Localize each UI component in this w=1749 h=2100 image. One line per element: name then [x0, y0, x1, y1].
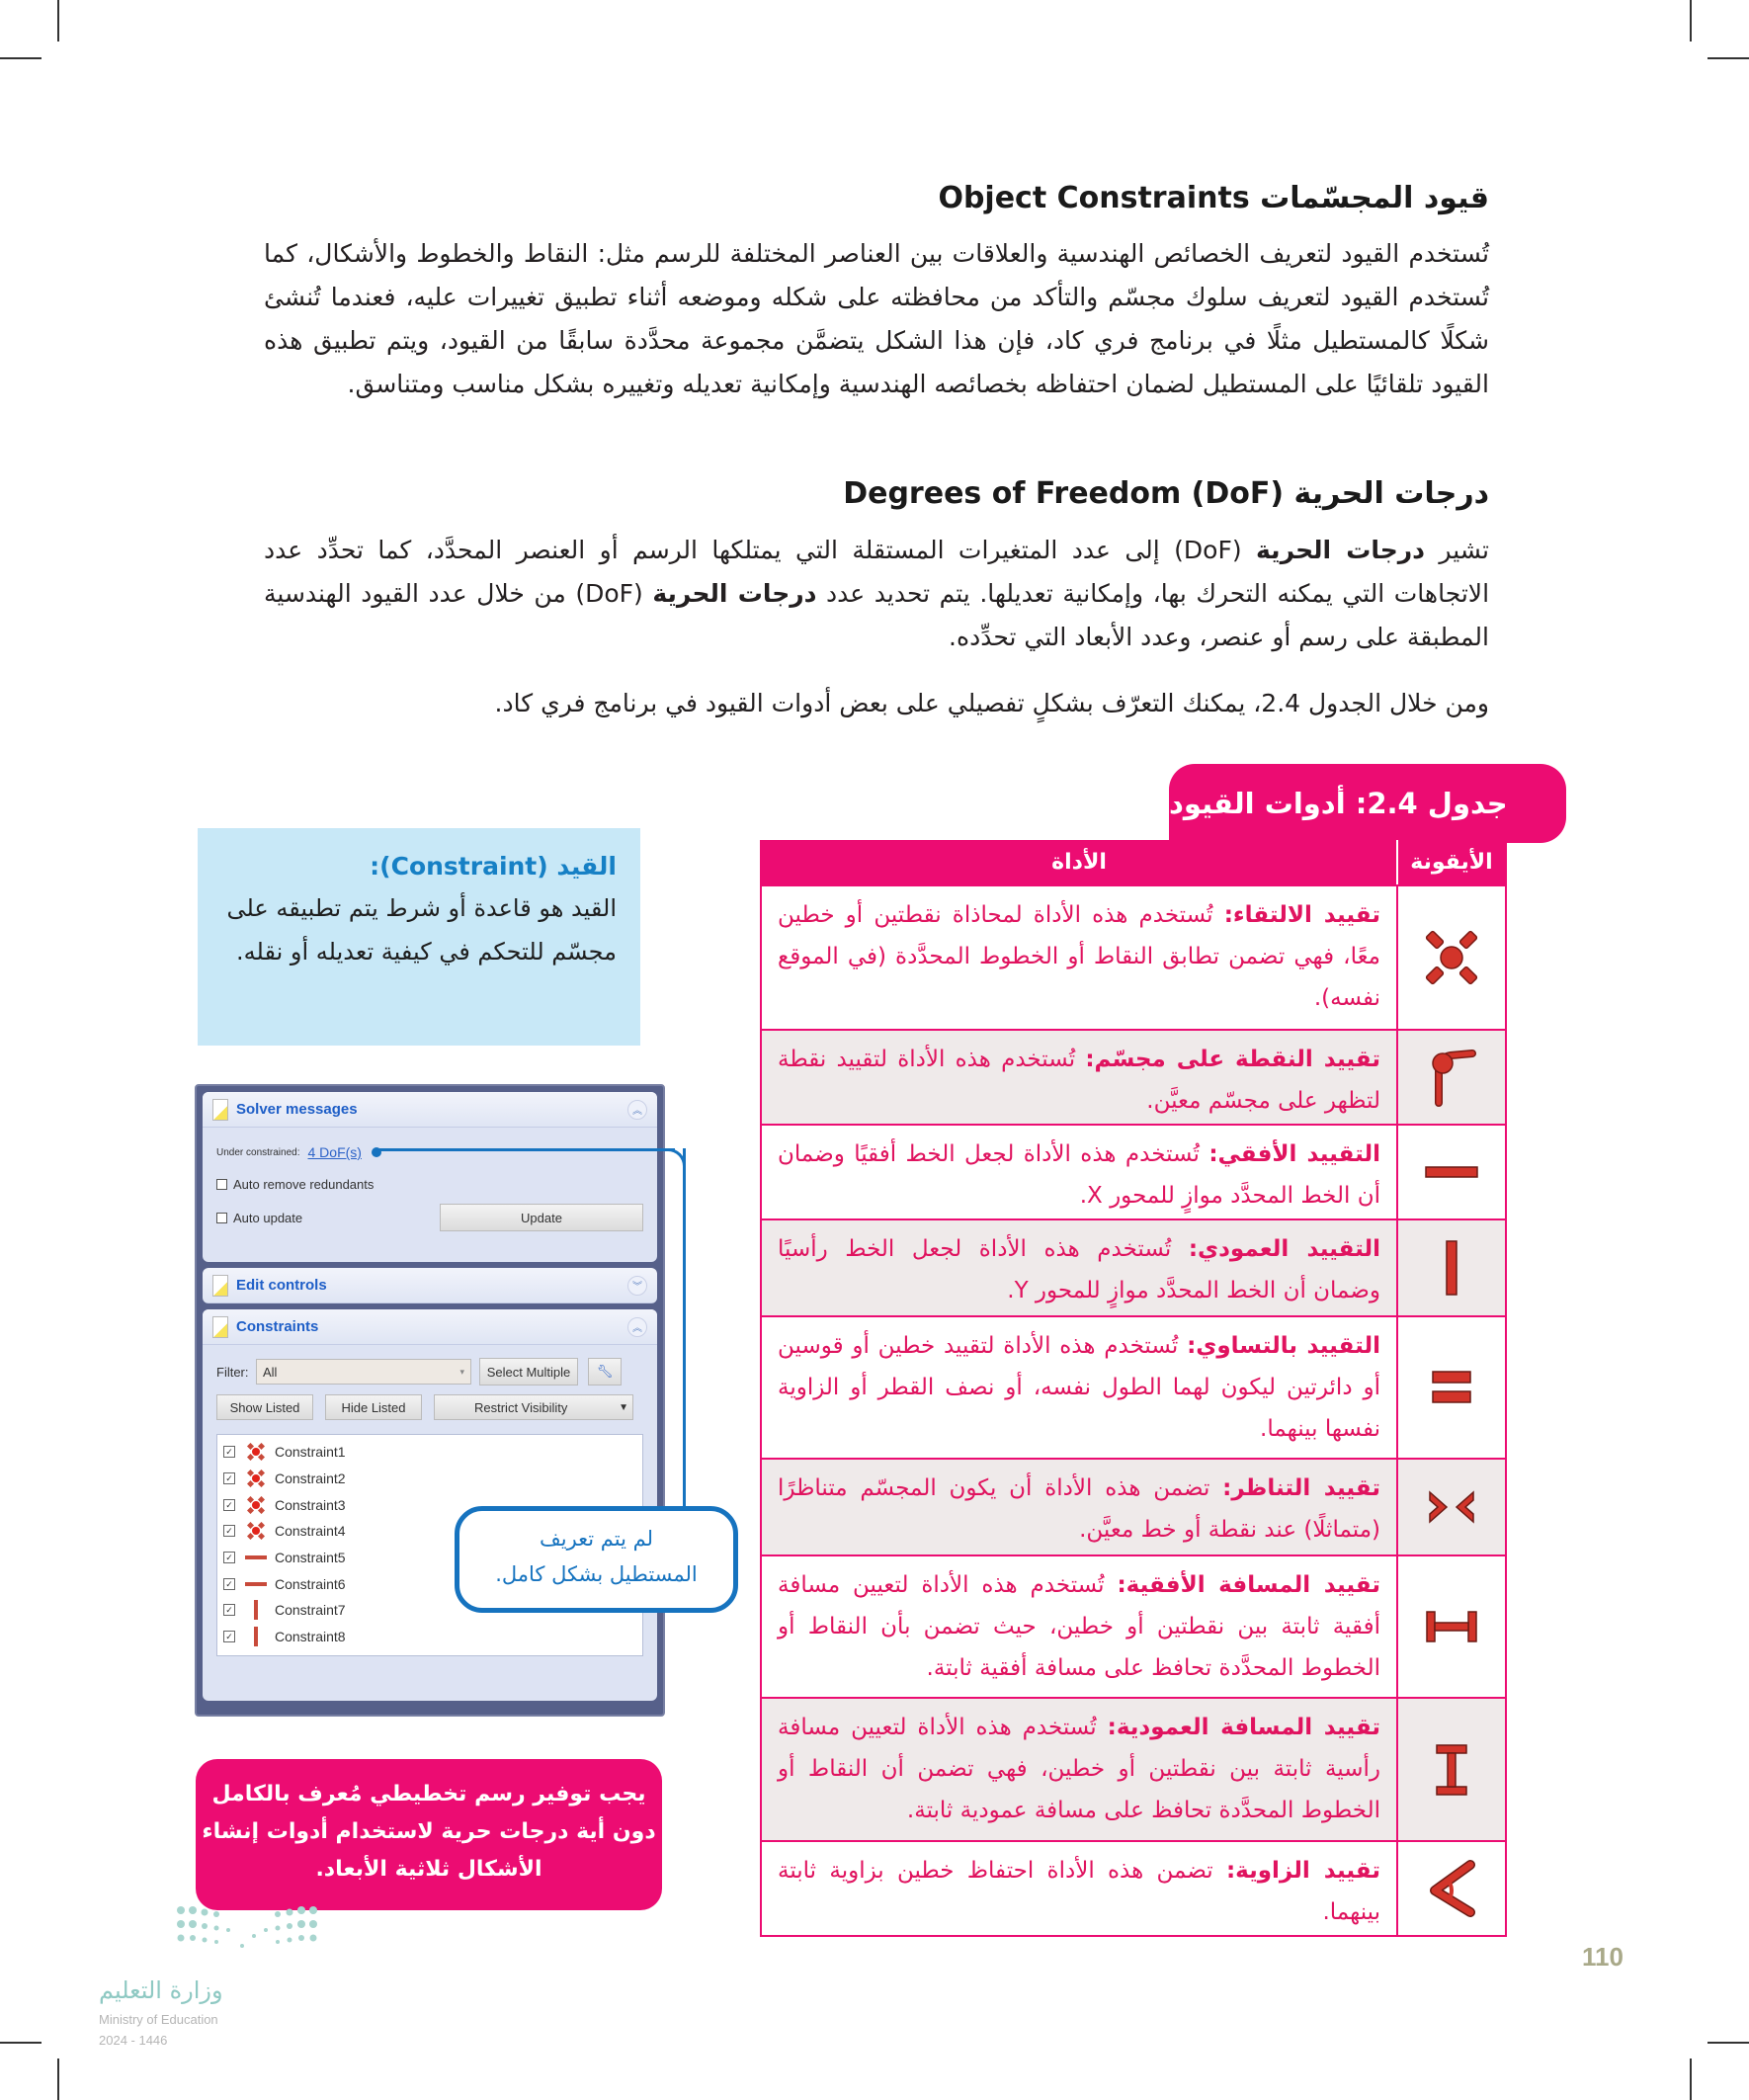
solver-messages-header[interactable]: Solver messages ︽	[203, 1092, 657, 1128]
vertical-constraint-icon	[253, 1627, 259, 1646]
table-header	[762, 840, 1505, 884]
restrict-visibility-button[interactable]: Restrict Visibility ▼	[434, 1394, 633, 1420]
table-caption: جدول 2.4: أدوات القيود	[1169, 764, 1566, 843]
tool-description: تقييد الزاوية: تضمن هذه الأداة احتفاظ خطين بزاوية ثابتة بينهما.	[778, 1858, 1380, 1925]
callout-connector-line	[683, 1148, 686, 1506]
auto-update-checkbox[interactable]	[216, 1213, 227, 1223]
dropdown-arrow-icon: ▼	[619, 1401, 628, 1413]
chevron-down-icon: ▾	[459, 1366, 464, 1377]
checkbox-checked[interactable]: ✓	[223, 1631, 235, 1642]
crop-mark	[0, 2042, 42, 2044]
tool-description: تقييد المسافة الأفقية: تُستخدم هذه الأداة لتعيين مسافة أفقية ثابتة بين نقطتين أو خطين، حيث تضمن بأن النقاط أو الخطوط المحدَّدة تحافظ على مسافة أفقية ثابتة.	[778, 1572, 1380, 1681]
list-item[interactable]: ✓ Constraint8	[223, 1624, 636, 1650]
checkbox-checked[interactable]: ✓	[223, 1472, 235, 1484]
page-number: 110	[1582, 1942, 1624, 1972]
paragraph-table-intro: ومن خلال الجدول 2.4، يمكنك التعرّف بشكلٍ تفصيلي على بعض أدوات القيود في برنامج فري كاد.	[494, 689, 1489, 717]
freecad-sketcher-panel	[195, 1084, 665, 1717]
collapse-icon[interactable]: ︽	[627, 1100, 647, 1120]
coincident-constraint-icon	[1422, 928, 1481, 987]
list-item[interactable]: ✓ Constraint3	[223, 1491, 636, 1518]
crop-mark	[1707, 2042, 1749, 2044]
table-row	[762, 1315, 1505, 1458]
ministry-name-arabic: وزارة التعليم	[99, 1976, 223, 2004]
vertical-distance-constraint-icon	[1434, 1742, 1469, 1798]
constraint-tools-table	[760, 840, 1507, 1937]
checkbox-checked[interactable]: ✓	[223, 1525, 235, 1537]
checkbox-checked[interactable]: ✓	[223, 1499, 235, 1511]
callout-bubble: لم يتم تعريف المستطيل بشكل كامل.	[455, 1506, 738, 1613]
tool-description: تقييد التناظر: تضمن هذه الأداة أن يكون المجسّم متناظرًا (متماثلًا) عند نقطة أو خط معيَّن.	[778, 1475, 1380, 1543]
filter-dropdown[interactable]: All ▾	[256, 1359, 471, 1385]
edit-controls-header[interactable]: Edit controls ︾	[203, 1268, 657, 1303]
vertical-constraint-icon	[1442, 1238, 1461, 1298]
checkbox-checked[interactable]: ✓	[223, 1578, 235, 1590]
column-header-tool: الأداة	[1051, 850, 1107, 875]
crop-mark	[1690, 0, 1692, 42]
table-row	[762, 1458, 1505, 1554]
tool-description: التقييد الأفقي: تُستخدم هذه الأداة لجعل الخط أفقيًا وضمان أن الخط المحدَّد موازٍ للمحور X.	[778, 1141, 1380, 1209]
paragraph-object-constraints: تُستخدم القيود لتعريف الخصائص الهندسية والعلاقات بين العناصر المختلفة للرسم مثل: النقاط والخطوط والأشكال، كما تُستخدم القيود لتعريف سلوك مجسّم والتأكد من محافظته على شكله وموضعه أثناء تطبيق تغييرات عليه، فعندما تُنشئ شكلًا كالمستطيل مثلًا في برنامج فري كاد، فإن هذا الشكل يتضمَّن مجموعة محدَّدة سابقًا من القيود، ويتم تطبيق هذه القيود تلقائيًا على المستطيل لضمان احتفاظه بخصائصه الهندسية وإمكانية تعديله وتغييره بشكل مناسب ومتناسق.	[264, 239, 1489, 398]
settings-wrench-button[interactable]	[588, 1358, 622, 1386]
crop-mark	[57, 0, 59, 42]
tool-description: التقييد العمودي: تُستخدم هذه الأداة لجعل الخط رأسيًا وضمان أن الخط المحدَّد موازٍ للمحور Y.	[778, 1236, 1380, 1303]
checkbox-checked[interactable]: ✓	[223, 1446, 235, 1458]
important-note: يجب توفير رسم تخطيطي مُعرف بالكامل دون أية درجات حرية لاستخدام أدوات إنشاء الأشكال ثلاثية الأبعاد.	[196, 1759, 662, 1910]
symmetric-constraint-icon	[1427, 1487, 1476, 1527]
expand-icon[interactable]: ︾	[627, 1276, 647, 1296]
panel-icon	[212, 1275, 228, 1297]
crop-mark	[57, 2058, 59, 2100]
point-on-object-constraint-icon	[1427, 1048, 1476, 1107]
angle-constraint-icon	[1427, 1859, 1476, 1918]
solver-messages-section: Solver messages ︽ Under constrained: 4 DoF(s) Auto remove redundants Auto update Update	[203, 1092, 657, 1262]
horizontal-constraint-icon	[245, 1554, 267, 1560]
crop-mark	[1690, 2058, 1692, 2100]
definition-box	[198, 828, 640, 1046]
horizontal-distance-constraint-icon	[1424, 1609, 1479, 1644]
heading-object-constraints: قيود المجسّمات Object Constraints	[938, 181, 1489, 215]
horizontal-constraint-icon	[245, 1581, 267, 1587]
auto-remove-redundants-checkbox[interactable]	[216, 1179, 227, 1190]
definition-body: القيد هو قاعدة أو شرط يتم تطبيقه على مجسّم للتحكم في كيفية تعديله أو نقله.	[226, 894, 617, 966]
list-item[interactable]: ✓ Constraint7	[223, 1597, 636, 1624]
paragraph-degrees-of-freedom: تشير درجات الحرية (DoF) إلى عدد المتغيرات المستقلة التي يمتلكها الرسم أو العنصر المحدَّد، كما تحدِّد عدد الاتجاهات التي يمكنه التحرك بها، وإمكانية تعديلها. يتم تحديد عدد درجات الحرية (DoF) من خلال عدد القيود الهندسية المطبقة على رسم أو عنصر، وعدد الأبعاد التي تحدِّده.	[264, 536, 1490, 651]
tool-description: التقييد بالتساوي: تُستخدم هذه الأداة لتقييد خطين أو قوسين أو دائرتين ليكون لهما الطول نفسه، أو نصف القطر أو الزاوية نفسها بينهما.	[778, 1333, 1380, 1442]
crop-mark	[1707, 57, 1749, 59]
heading-degrees-of-freedom: درجات الحرية Degrees of Freedom (DoF)	[843, 476, 1489, 511]
edit-controls-section	[203, 1268, 657, 1303]
table-row	[762, 1697, 1505, 1840]
list-item[interactable]: ✓ Constraint6	[223, 1570, 636, 1597]
vertical-constraint-icon	[253, 1600, 259, 1620]
tool-description: تقييد المسافة العمودية: تُستخدم هذه الأداة لتعيين مسافة رأسية ثابتة بين نقطتين أو خطين، فهي تضمن أن النقاط أو الخطوط المحدَّدة تحافظ على مسافة عمودية ثابتة.	[778, 1715, 1381, 1823]
filter-label: Filter:	[216, 1364, 249, 1380]
coincident-constraint-icon	[247, 1496, 265, 1514]
ministry-name-english: Ministry of Education	[99, 2012, 218, 2027]
list-item[interactable]: ✓ Constraint2	[223, 1466, 636, 1492]
coincident-constraint-icon	[247, 1522, 265, 1540]
ministry-logo-icon	[173, 1902, 321, 1952]
table-row	[762, 884, 1505, 1029]
collapse-icon[interactable]: ︽	[627, 1317, 647, 1337]
callout-dot	[372, 1147, 381, 1157]
update-button[interactable]: Update	[440, 1204, 643, 1231]
show-listed-button[interactable]: Show Listed	[216, 1394, 313, 1420]
checkbox-checked[interactable]: ✓	[223, 1604, 235, 1616]
equal-constraint-icon	[1430, 1368, 1473, 1407]
academic-year: 2024 - 1446	[99, 2033, 168, 2048]
table-row	[762, 1554, 1505, 1697]
coincident-constraint-icon	[247, 1470, 265, 1487]
tool-description: تقييد الالتقاء: تُستخدم هذه الأداة لمحاذاة نقطتين أو خطين معًا، فهي تضمن تطابق النقاط أو الخطوط المحدَّدة (في الموقع نفسه).	[778, 902, 1380, 1011]
list-item[interactable]: ✓ Constraint1	[223, 1439, 636, 1466]
definition-title: القيد (Constraint):	[370, 852, 617, 881]
constraints-header[interactable]: Constraints ︽	[203, 1309, 657, 1345]
list-item[interactable]: ✓ Constraint4	[223, 1518, 636, 1545]
table-row	[762, 1029, 1505, 1124]
hide-listed-button[interactable]: Hide Listed	[325, 1394, 422, 1420]
table-row	[762, 1218, 1505, 1315]
crop-mark	[0, 57, 42, 59]
horizontal-constraint-icon	[1424, 1162, 1479, 1182]
list-item[interactable]: ✓ Constraint5	[223, 1545, 636, 1571]
dof-link[interactable]: 4 DoF(s)	[307, 1144, 362, 1160]
table-row	[762, 1840, 1505, 1935]
panel-icon	[212, 1099, 228, 1121]
tool-description: تقييد النقطة على مجسّم: تُستخدم هذه الأداة لتقييد نقطة لتظهر على مجسّم معيَّن.	[778, 1047, 1380, 1114]
under-constrained-label: Under constrained:	[216, 1146, 300, 1158]
table-row	[762, 1124, 1505, 1218]
coincident-constraint-icon	[247, 1443, 265, 1461]
column-header-icon: الأيقونة	[1396, 840, 1505, 884]
constraints-section	[203, 1309, 657, 1701]
select-multiple-button[interactable]: Select Multiple	[479, 1358, 578, 1386]
wrench-icon: 🔧︎	[596, 1364, 614, 1379]
checkbox-checked[interactable]: ✓	[223, 1552, 235, 1563]
panel-icon	[212, 1316, 228, 1338]
